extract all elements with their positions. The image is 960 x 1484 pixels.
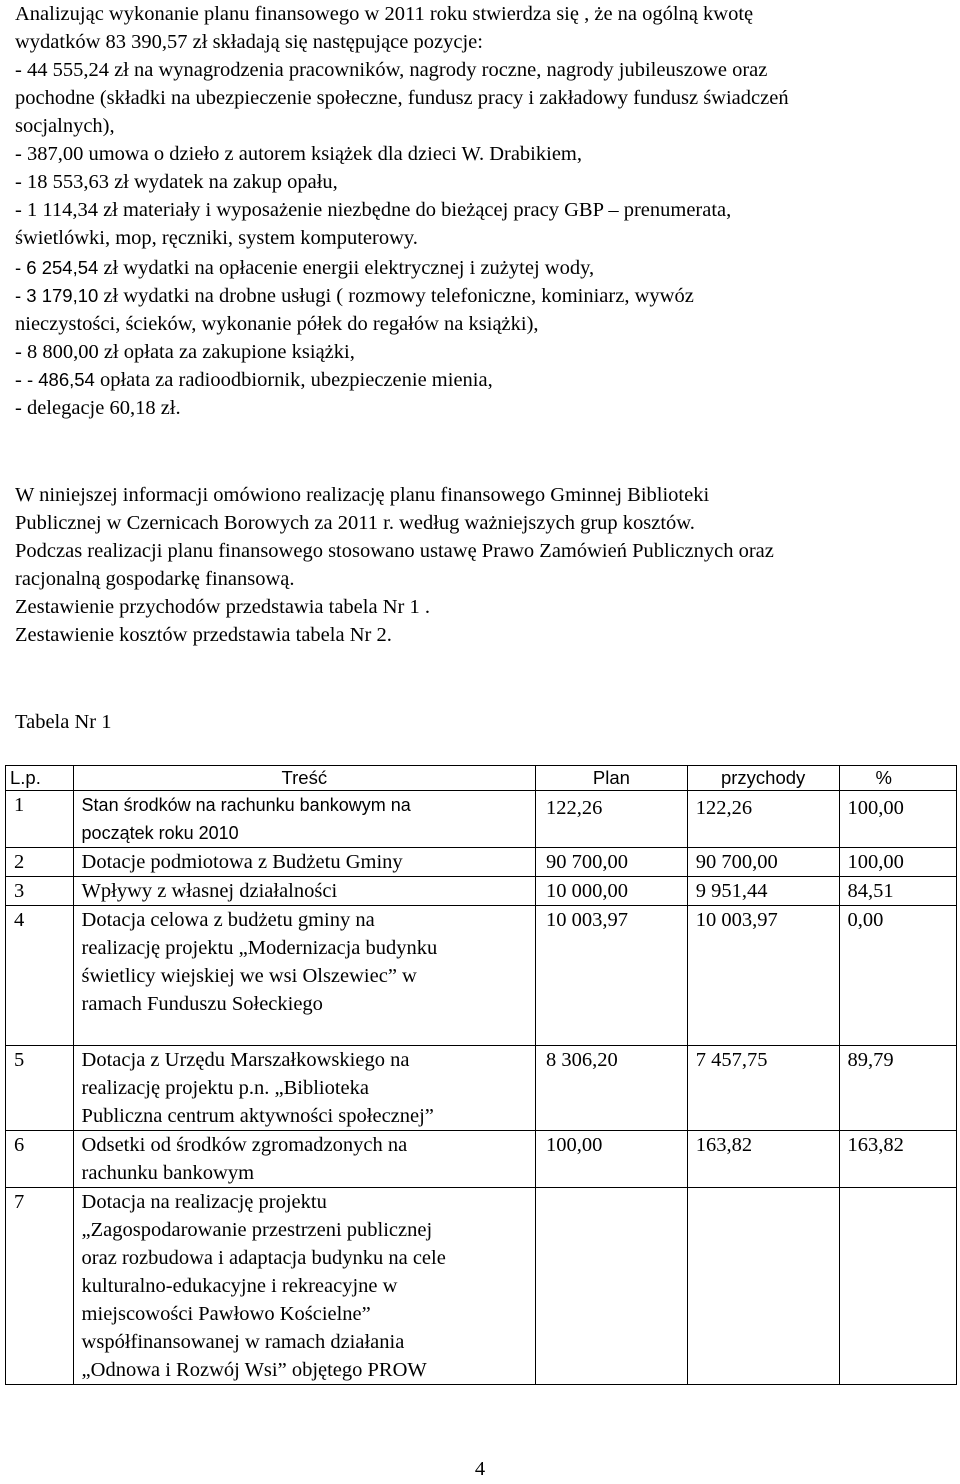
header-tresc: Treść — [73, 766, 536, 791]
summary-line: Podczas realizacji planu finansowego stosowano ustawę Prawo Zamówień Publicznych oraz — [15, 540, 774, 562]
intro-line: - 18 553,63 zł wydatek na zakup opału, — [15, 171, 338, 193]
summary-line: Zestawienie przychodów przedstawia tabela Nr 1 . — [15, 596, 430, 618]
amount: - 486,54 — [26, 369, 95, 390]
cell-lp: 7 — [6, 1188, 74, 1385]
cell-przychody — [687, 1188, 839, 1385]
cell-przychody: 9 951,44 — [687, 877, 839, 906]
cell-tresc-line: realizację projektu „Modernizacja budynku — [81, 937, 438, 959]
intro-line: świetlówki, mop, ręczniki, system komputerowy. — [15, 227, 418, 249]
cell-tresc — [73, 1131, 536, 1188]
cell-tresc-line: „Zagospodarowanie przestrzeni publicznej — [81, 1219, 433, 1241]
cell-przychody: 7 457,75 — [687, 1046, 839, 1131]
cell-tresc: Dotacje podmiotowa z Budżetu Gminy — [73, 848, 536, 877]
table-row — [6, 1131, 957, 1188]
intro-line: wydatków 83 390,57 zł składają się następujące pozycje: — [15, 31, 483, 53]
cell-tresc — [73, 906, 536, 1046]
cell-przychody: 90 700,00 — [687, 848, 839, 877]
cell-tresc-line: „Odnowa i Rozwój Wsi” objętego PROW — [81, 1359, 427, 1381]
intro-line — [15, 254, 594, 282]
cell-tresc-line: współfinansowanej w ramach działania — [81, 1331, 405, 1353]
cell-przychody-value: 122,26 — [695, 797, 753, 819]
cell-tresc — [73, 791, 536, 848]
cell-tresc-line: oraz rozbudowa i adaptacja budynku na cele — [81, 1247, 446, 1269]
page-number: 4 — [474, 1458, 486, 1480]
header-plan: Plan — [536, 766, 688, 791]
cell-tresc-line: Dotacja na realizację projektu — [81, 1191, 327, 1213]
table-title: Tabela Nr 1 — [15, 711, 112, 733]
intro-line: nieczystości, ścieków, wykonanie półek do regałów na książki), — [15, 313, 539, 335]
cell-percent: 163,82 — [839, 1131, 956, 1188]
cell-tresc-line: realizację projektu p.n. „Biblioteka — [81, 1077, 369, 1099]
cell-lp: 5 — [6, 1046, 74, 1131]
income-table — [5, 765, 957, 1385]
cell-percent: 89,79 — [839, 1046, 956, 1131]
cell-tresc-line: początek roku 2010 — [81, 823, 239, 843]
intro-line: - delegacje 60,18 zł. — [15, 397, 181, 419]
table-row — [6, 906, 957, 1046]
intro-line — [15, 366, 493, 394]
intro-line: - 8 800,00 zł opłata za zakupione książki, — [15, 341, 355, 363]
cell-tresc-line: Stan środków na rachunku bankowym na — [81, 795, 411, 815]
table-header-row — [6, 766, 957, 791]
intro-line: - 44 555,24 zł na wynagrodzenia pracowników, nagrody roczne, nagrody jubileuszowe oraz — [15, 59, 768, 81]
amount: - 6 254,54 — [15, 257, 99, 278]
cell-tresc-line: Publiczna centrum aktywności społecznej” — [81, 1105, 434, 1127]
intro-line: pochodne (składki na ubezpieczenie społeczne, fundusz pracy i zakładowy fundusz świadczeń — [15, 87, 789, 109]
intro-line — [15, 282, 694, 310]
cell-tresc-line: Dotacja celowa z budżetu gminy na — [81, 909, 375, 931]
header-lp: L.p. — [6, 766, 74, 791]
summary-line: W niniejszej informacji omówiono realizację planu finansowego Gminnej Biblioteki — [15, 484, 710, 506]
cell-tresc: Wpływy z własnej działalności — [73, 877, 536, 906]
cell-tresc — [73, 1188, 536, 1385]
cell-percent — [839, 1188, 956, 1385]
cell-przychody: 10 003,97 — [687, 906, 839, 1046]
cell-plan — [536, 791, 688, 848]
cell-tresc-line: świetlicy wiejskiej we wsi Olszewiec” w — [81, 965, 417, 987]
cell-percent — [839, 791, 956, 848]
cell-percent: 0,00 — [839, 906, 956, 1046]
cell-tresc — [73, 1046, 536, 1131]
cell-percent: 84,51 — [839, 877, 956, 906]
cell-przychody: 163,82 — [687, 1131, 839, 1188]
cell-tresc-line: Dotacja z Urzędu Marszałkowskiego na — [81, 1049, 410, 1071]
intro-line: socjalnych), — [15, 115, 115, 137]
summary-line: Zestawienie kosztów przedstawia tabela Nr 2. — [15, 624, 392, 646]
intro-line: Analizując wykonanie planu finansowego w 2011 roku stwierdza się , że na ogólną kwotę — [15, 3, 754, 25]
cell-plan: 8 306,20 — [536, 1046, 688, 1131]
table-row — [6, 791, 957, 848]
cell-tresc-line: miejscowości Pawłowo Kościelne” — [81, 1303, 371, 1325]
cell-tresc-line: ramach Funduszu Sołeckiego — [81, 993, 323, 1015]
intro-text: zł wydatki na drobne usługi ( rozmowy telefoniczne, kominiarz, wywóz — [98, 285, 694, 307]
cell-tresc-line: kulturalno-edukacyjne i rekreacyjne w — [81, 1275, 398, 1297]
cell-plan-value: 122,26 — [546, 797, 603, 819]
cell-tresc-line: rachunku bankowym — [81, 1162, 255, 1184]
cell-lp: 1 — [6, 791, 74, 848]
header-percent: % — [839, 766, 956, 791]
cell-lp: 6 — [6, 1131, 74, 1188]
cell-percent-value: 100,00 — [847, 797, 904, 819]
amount: - — [15, 369, 27, 391]
table-row — [6, 1188, 957, 1385]
table-row — [6, 877, 957, 906]
intro-line: - 387,00 umowa o dzieło z autorem książek dla dzieci W. Drabikiem, — [15, 143, 582, 165]
cell-lp: 3 — [6, 877, 74, 906]
table-row — [6, 1046, 957, 1131]
cell-plan: 10 003,97 — [536, 906, 688, 1046]
summary-line: Publicznej w Czernicach Borowych za 2011 r. według ważniejszych grup kosztów. — [15, 512, 695, 534]
cell-plan: 100,00 — [536, 1131, 688, 1188]
cell-przychody — [687, 791, 839, 848]
intro-line: - 1 114,34 zł materiały i wyposażenie niezbędne do bieżącej pracy GBP – prenumerata, — [15, 199, 732, 221]
amount: - 3 179,10 — [15, 285, 99, 306]
cell-tresc-line: Odsetki od środków zgromadzonych na — [81, 1134, 408, 1156]
intro-text: opłata za radioodbiornik, ubezpieczenie mienia, — [94, 369, 493, 391]
cell-lp: 2 — [6, 848, 74, 877]
intro-text: zł wydatki na opłacenie energii elektrycznej i zużytej wody, — [98, 257, 595, 279]
cell-plan: 90 700,00 — [536, 848, 688, 877]
table-row — [6, 848, 957, 877]
cell-plan: 10 000,00 — [536, 877, 688, 906]
summary-line: racjonalną gospodarkę finansową. — [15, 568, 295, 590]
header-przychody: przychody — [687, 766, 839, 791]
cell-lp: 4 — [6, 906, 74, 1046]
cell-plan — [536, 1188, 688, 1385]
cell-percent: 100,00 — [839, 848, 956, 877]
